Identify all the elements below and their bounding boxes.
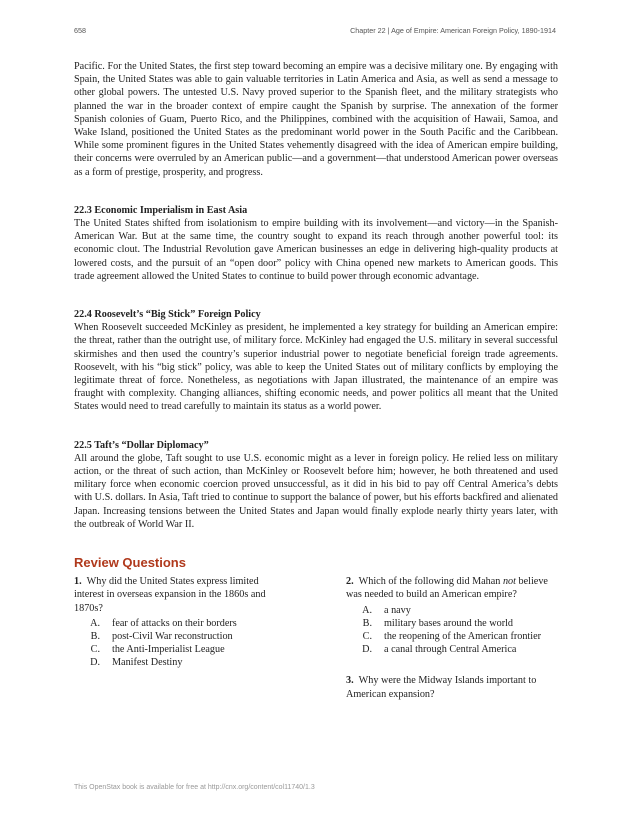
option-letter: C. xyxy=(362,630,372,642)
question-text: Why did the United States express limited interest in overseas expansion in the 1860s and 1870s? xyxy=(74,576,266,614)
option-text: the Anti-Imperialist League xyxy=(112,644,225,656)
review-questions xyxy=(74,575,558,701)
option-letter: D. xyxy=(362,644,372,656)
option-text: fear of attacks on their borders xyxy=(112,617,237,629)
review-column-right xyxy=(346,575,558,701)
section-body: The United States shifted from isolationism to empire building with its involvement—and victory—in the Spanish-American War. But at the same time, the country sought to expand its reach through another powerful tool: its economic clout. The Industrial Revolution gave American businesses an edge in delivering high-quality products at lowered costs, and the pursuit of an “open door” policy with China opened new markets to American goods. This trade agreement allowed the United States to continue to build power through economic advantage. xyxy=(74,218,558,282)
question-2-options xyxy=(346,604,558,657)
option-letter: C. xyxy=(90,644,100,656)
review-column-left xyxy=(74,575,286,701)
option-letter: D. xyxy=(90,657,100,669)
question-number: 2. xyxy=(346,576,354,588)
section-dollar-diplomacy xyxy=(74,439,558,531)
section-heading: 22.5 Taft’s “Dollar Diplomacy” xyxy=(74,439,209,451)
option-b xyxy=(74,630,286,643)
option-a xyxy=(74,617,286,630)
page-content xyxy=(74,60,558,701)
option-a xyxy=(346,604,558,617)
section-body: All around the globe, Taft sought to use U.S. economic might as a lever in foreign policy. He relied less on military action, or the threat of such action, than McKinley or Roosevelt before him; however, he both threatened and used military force when economic coercion proved unsuccessful, as it did in his bid to pay off Central America’s debts with U.S. dollars. In Asia, Taft tried to continue to support the balance of power, but his efforts backfired and alienated Japan. Increasing tensions between the United States and Japan would finally explode nearly thirty years later, with the outbreak of World War II. xyxy=(74,452,558,530)
option-d xyxy=(74,656,286,669)
section-body: When Roosevelt succeeded McKinley as president, he implemented a key strategy for building an American empire: the threat, rather than the outright use, of military force. McKinley had engaged the U.S. military in several successful skirmishes and then used the country’s superior industrial power to negotiate beneficial foreign trade agreements. Roosevelt, with his “big stick” policy, was able to keep the United States out of military conflicts by employing the legitimate threat of force. Nonetheless, as negotiations with Japan illustrated, the maintenance of an empire was fraught with complexity. Changing alliances, shifting economic needs, and power politics all meant that the United States would need to tread carefully to maintain its status as a world power. xyxy=(74,322,558,413)
question-1-options xyxy=(74,617,286,670)
option-letter: A. xyxy=(90,617,100,629)
option-text: post-Civil War reconstruction xyxy=(112,630,233,642)
review-questions-heading: Review Questions xyxy=(74,555,186,571)
option-c xyxy=(74,643,286,656)
option-letter: B. xyxy=(90,630,100,642)
question-number: 3. xyxy=(346,675,354,687)
intro-paragraph: Pacific. For the United States, the first step toward becoming an empire was a decisive military one. By engaging with Spain, the United States was able to gain valuable territories in Latin America and Asia, as well as send a message to other global powers. The untested U.S. Navy proved superior to the Spanish fleet, and the military strategists who planned the war in the broader context of empire caught the Spanish by surprise. The annexation of the former Spanish colonies of Guam, Puerto Rico, and the Philippines, combined with the acquisition of Hawaii, Samoa, and Wake Island, positioned the United States as the predominant world power in the South Pacific and the Caribbean. While some prominent figures in the United States vehemently disagreed with the idea of American empire building, their concerns were overruled by an American public—and a government—that understood American power overseas as a form of prestige, prosperity, and progress. xyxy=(74,61,558,178)
section-big-stick xyxy=(74,308,558,414)
chapter-title: Chapter 22 | Age of Empire: American Foreign Policy, 1890-1914 xyxy=(350,26,556,35)
question-number: 1. xyxy=(74,576,82,588)
option-letter: B. xyxy=(362,617,372,629)
option-b xyxy=(346,617,558,630)
option-text: the reopening of the American frontier xyxy=(384,630,541,642)
question-text-emphasis: not xyxy=(502,576,516,588)
question-text-after: believe was needed to build an American empire? xyxy=(346,576,548,601)
question-text-before: Which of the following did Mahan xyxy=(358,576,503,588)
section-heading: 22.3 Economic Imperialism in East Asia xyxy=(74,204,248,216)
page-number: 658 xyxy=(74,26,86,35)
question-1 xyxy=(74,575,286,615)
question-text: Why were the Midway Islands important to American expansion? xyxy=(346,675,537,700)
option-c xyxy=(346,630,558,643)
option-letter: A. xyxy=(362,604,372,616)
section-economic-imperialism xyxy=(74,204,558,283)
question-2 xyxy=(346,575,558,601)
option-text: Manifest Destiny xyxy=(112,657,183,669)
section-heading: 22.4 Roosevelt’s “Big Stick” Foreign Policy xyxy=(74,309,261,321)
option-text: a navy xyxy=(384,604,411,616)
page-footer: This OpenStax book is available for free at http://cnx.org/content/col11740/1.3 xyxy=(74,784,315,791)
option-d xyxy=(346,643,558,656)
question-3 xyxy=(346,674,558,700)
option-text: a canal through Central America xyxy=(384,644,517,656)
option-text: military bases around the world xyxy=(384,617,514,629)
